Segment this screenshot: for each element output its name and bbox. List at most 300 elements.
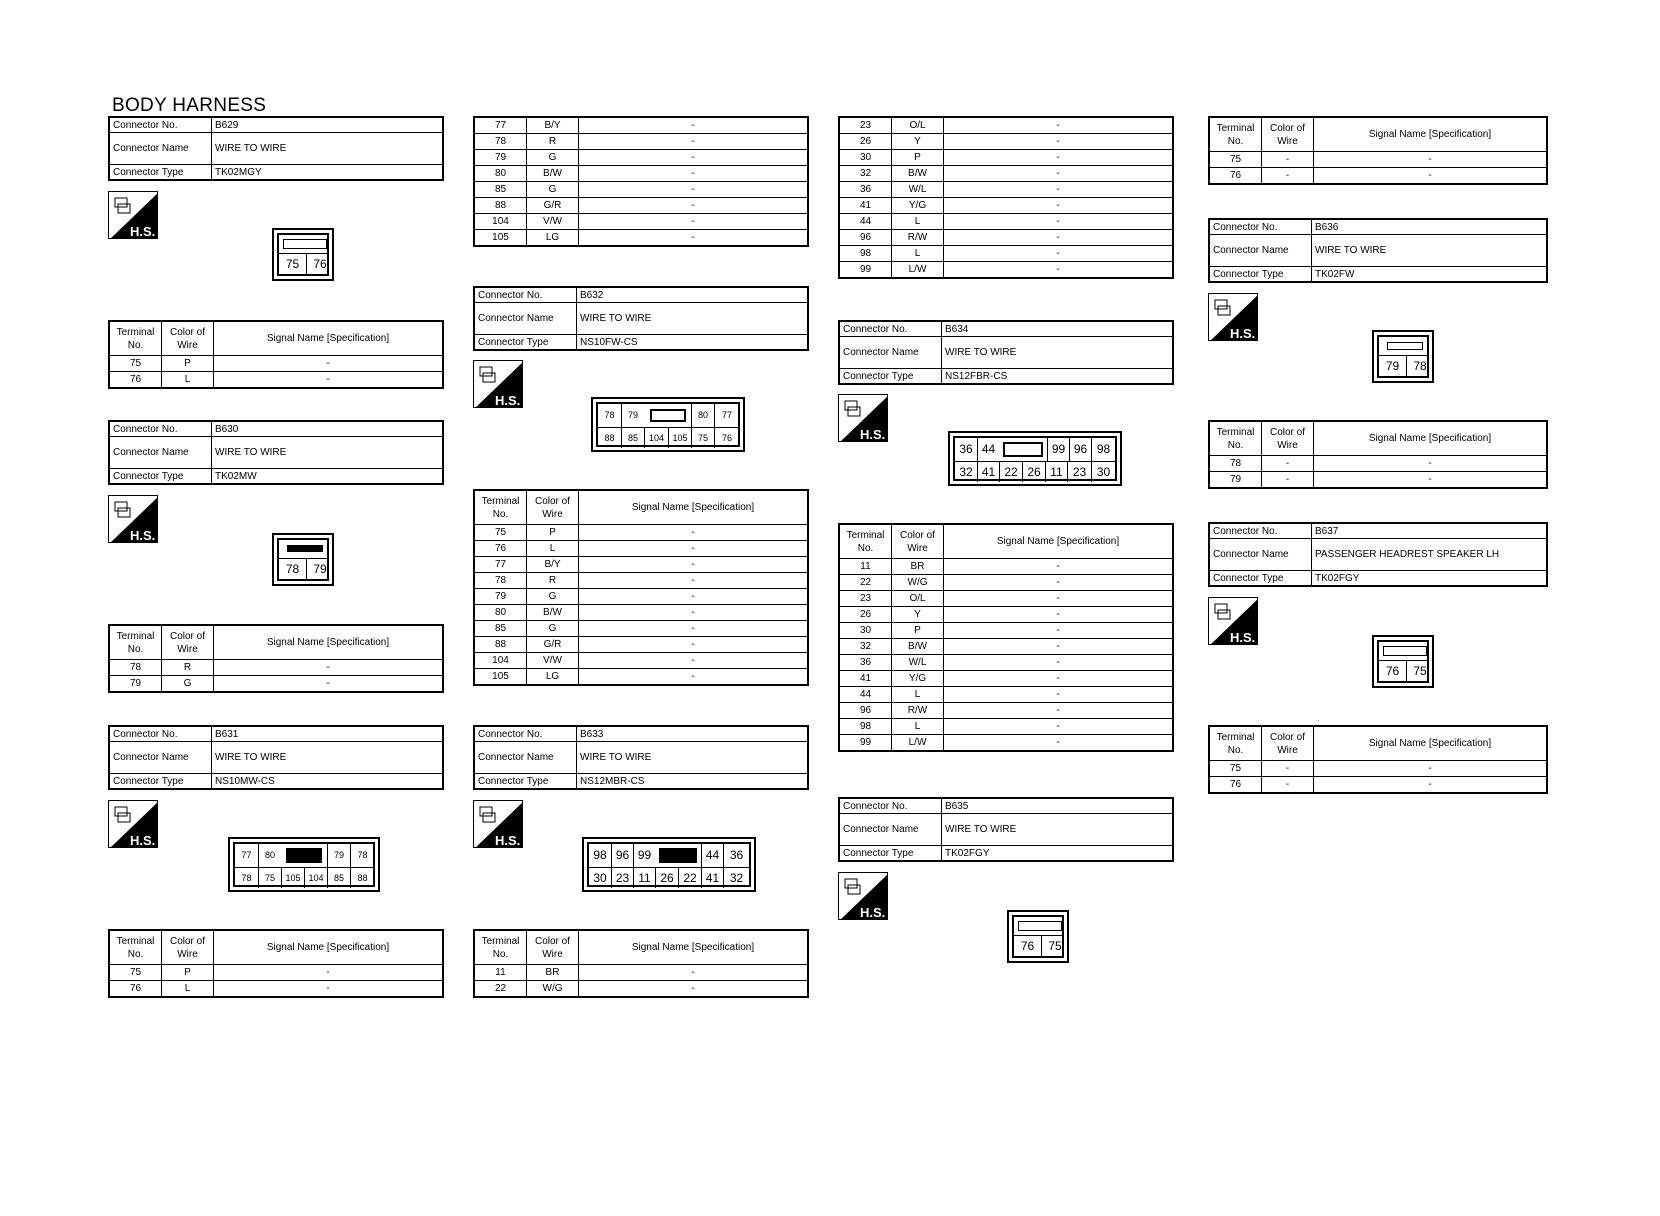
table-row [839, 719, 1173, 735]
table-cell: 77 [474, 117, 527, 134]
table-row [839, 735, 1173, 752]
pin-label: 23 [611, 868, 633, 888]
pin-label: 76 [714, 428, 739, 448]
table-cell: L [892, 687, 944, 703]
table-cell: 44 [839, 687, 892, 703]
table-cell: G/R [527, 637, 579, 653]
table-cell: Connector Name [839, 814, 942, 846]
table-row [474, 525, 808, 541]
table-cell: - [944, 198, 1174, 214]
table-row [839, 166, 1173, 182]
table-cell: 99 [839, 735, 892, 752]
table-cell: O/L [892, 591, 944, 607]
table-cell: W/L [892, 182, 944, 198]
terminal-table-b637 [1208, 725, 1548, 794]
table-cell: - [1262, 777, 1314, 794]
table-cell: B635 [942, 798, 1174, 814]
table-cell: B631 [212, 726, 444, 742]
table-cell: - [1262, 472, 1314, 489]
table-row [839, 591, 1173, 607]
svg-text:H.S.: H.S. [860, 905, 886, 920]
table-row [474, 117, 808, 134]
table-cell: - [579, 182, 809, 198]
table-cell: B/W [892, 639, 944, 655]
terminal-table-b633-continued [838, 116, 1174, 279]
pin-label: 36 [959, 442, 973, 456]
table-cell: - [1314, 761, 1548, 777]
connector-info-b637 [1208, 522, 1548, 587]
pin-label: 22 [999, 462, 1022, 482]
table-cell: B634 [942, 321, 1174, 337]
table-cell: 76 [1209, 168, 1262, 185]
hs-icon [473, 360, 523, 408]
table-cell: Color of Wire [162, 930, 214, 965]
table-cell: WIRE TO WIRE [577, 303, 809, 335]
table-cell: L [162, 981, 214, 998]
pin-label: 75 [1041, 936, 1068, 956]
table-cell: - [944, 575, 1174, 591]
table-cell: Color of Wire [527, 490, 579, 525]
table-cell: 75 [1209, 761, 1262, 777]
pin-label: 78 [604, 410, 615, 420]
table-cell: P [892, 150, 944, 166]
table-cell: V/W [527, 653, 579, 669]
table-cell: - [579, 637, 809, 653]
table-cell: Connector No. [1209, 523, 1312, 539]
pin-label: 32 [959, 465, 973, 479]
connector-name-value: WIRE TO WIRE [212, 133, 444, 165]
table-cell: 75 [474, 525, 527, 541]
terminal-table-b635 [1208, 116, 1548, 185]
pin-label: 79 [621, 404, 644, 427]
table-row [109, 676, 443, 693]
table-cell: - [579, 166, 809, 182]
table-cell: - [579, 198, 809, 214]
pin-label: 75 [691, 428, 714, 448]
table-cell: W/G [892, 575, 944, 591]
table-cell: BR [892, 559, 944, 575]
table-cell: - [579, 965, 809, 981]
table-cell: Connector Name [474, 742, 577, 774]
table-row [109, 660, 443, 676]
pin-label: 30 [593, 871, 607, 885]
table-row [1209, 456, 1547, 472]
table-cell: - [1262, 761, 1314, 777]
label-connector-type: Connector Type [109, 165, 212, 181]
table-cell: 41 [839, 198, 892, 214]
table-row [839, 575, 1173, 591]
table-cell: NS12MBR-CS [577, 774, 809, 790]
table-cell: WIRE TO WIRE [942, 814, 1174, 846]
table-cell: 32 [839, 639, 892, 655]
table-cell: G/R [527, 198, 579, 214]
table-cell: - [944, 687, 1174, 703]
table-cell: 78 [474, 573, 527, 589]
table-cell: W/G [527, 981, 579, 998]
table-cell: R [527, 134, 579, 150]
table-cell: 80 [474, 166, 527, 182]
table-cell: B637 [1312, 523, 1548, 539]
hs-icon [838, 872, 888, 920]
pin-label: 11 [633, 868, 655, 888]
pin-label: 41 [701, 868, 723, 888]
table-cell: - [1262, 168, 1314, 185]
terminal-table-b631 [108, 929, 444, 998]
table-cell: - [944, 134, 1174, 150]
table-row [839, 559, 1173, 575]
table-cell: Color of Wire [892, 524, 944, 559]
table-cell: - [579, 134, 809, 150]
pin-label: 80 [258, 844, 281, 867]
table-cell: Y/G [892, 198, 944, 214]
table-cell: Terminal No. [474, 490, 527, 525]
table-cell: - [1314, 456, 1548, 472]
table-cell: Connector No. [839, 798, 942, 814]
table-row [474, 198, 808, 214]
table-row [474, 621, 808, 637]
pin-label: 79 [306, 559, 333, 579]
table-row [474, 669, 808, 686]
table-row [474, 541, 808, 557]
table-cell: - [944, 591, 1174, 607]
table-row [839, 607, 1173, 623]
table-row [839, 623, 1173, 639]
table-cell: 30 [839, 623, 892, 639]
table-cell: 75 [109, 356, 162, 372]
connector-face-b635 [1007, 910, 1069, 963]
table-cell: Connector Type [839, 369, 942, 385]
table-cell: 78 [109, 660, 162, 676]
table-cell: 22 [474, 981, 527, 998]
table-cell: 23 [839, 117, 892, 134]
table-cell: - [579, 525, 809, 541]
table-cell: 22 [839, 575, 892, 591]
table-cell: 30 [839, 150, 892, 166]
table-cell: 98 [839, 246, 892, 262]
pin-label: 85 [327, 868, 350, 888]
pin-label: 78 [241, 873, 252, 883]
table-cell: - [944, 719, 1174, 735]
table-cell: - [214, 356, 444, 372]
hs-icon [108, 495, 158, 543]
table-cell: - [214, 981, 444, 998]
pin-label: 30 [1091, 462, 1115, 482]
table-row [839, 703, 1173, 719]
pin-label: 99 [1047, 438, 1069, 461]
table-cell: B633 [577, 726, 809, 742]
table-cell: PASSENGER HEADREST SPEAKER LH [1312, 539, 1548, 571]
table-cell: - [944, 214, 1174, 230]
pin-label: 98 [593, 848, 607, 862]
connector-face-b636 [1372, 330, 1434, 383]
connector-info-b633 [473, 725, 809, 790]
table-cell: 85 [474, 621, 527, 637]
pin-label: 22 [678, 868, 701, 888]
pin-label: 98 [1091, 438, 1115, 461]
table-cell: 23 [839, 591, 892, 607]
table-cell: Connector No. [839, 321, 942, 337]
table-cell: P [162, 965, 214, 981]
table-cell: W/L [892, 655, 944, 671]
table-cell: 77 [474, 557, 527, 573]
table-row [109, 965, 443, 981]
table-cell: 104 [474, 653, 527, 669]
table-cell: G [527, 182, 579, 198]
table-cell: LG [527, 669, 579, 686]
hs-label: H.S. [130, 224, 156, 239]
table-row [839, 655, 1173, 671]
pin-label: 88 [604, 433, 615, 443]
table-row [109, 372, 443, 389]
table-cell: L [162, 372, 214, 389]
table-cell: - [944, 150, 1174, 166]
table-row [474, 134, 808, 150]
table-cell: L/W [892, 262, 944, 279]
table-row [474, 182, 808, 198]
table-cell: - [579, 605, 809, 621]
pin-label: 75 [1406, 661, 1433, 681]
table-row [109, 356, 443, 372]
table-cell: Terminal No. [1209, 726, 1262, 761]
table-cell: Color of Wire [527, 930, 579, 965]
pin-label: 76 [1020, 939, 1035, 953]
table-cell: Connector Name [109, 742, 212, 774]
table-row [474, 230, 808, 247]
table-cell: 32 [839, 166, 892, 182]
table-cell: 76 [109, 372, 162, 389]
svg-text:H.S.: H.S. [1230, 326, 1256, 341]
pin-label: 104 [644, 428, 668, 448]
table-cell: - [579, 214, 809, 230]
table-cell: Signal Name [Specification] [214, 625, 444, 660]
table-cell: Connector Type [109, 469, 212, 485]
pin-label: 26 [655, 868, 678, 888]
table-cell: Connector Name [839, 337, 942, 369]
connector-face-b634 [948, 431, 1122, 486]
table-cell: - [944, 559, 1174, 575]
table-cell: - [944, 117, 1174, 134]
table-cell: L/W [892, 735, 944, 752]
table-cell: 76 [474, 541, 527, 557]
table-cell: - [214, 965, 444, 981]
connector-info-b630 [108, 420, 444, 485]
svg-text:H.S.: H.S. [495, 393, 521, 408]
table-cell: Signal Name [Specification] [1314, 117, 1548, 152]
table-cell: 96 [839, 703, 892, 719]
table-cell: WIRE TO WIRE [212, 742, 444, 774]
connector-face-b629 [272, 228, 334, 281]
table-cell: WIRE TO WIRE [212, 437, 444, 469]
table-cell: - [1314, 777, 1548, 794]
table-cell: 79 [474, 150, 527, 166]
table-cell: 75 [1209, 152, 1262, 168]
table-cell: R [527, 573, 579, 589]
table-cell: Terminal No. [1209, 117, 1262, 152]
table-cell: G [162, 676, 214, 693]
table-cell: - [944, 230, 1174, 246]
table-cell: 105 [474, 669, 527, 686]
table-cell: Signal Name [Specification] [579, 930, 809, 965]
table-cell: WIRE TO WIRE [1312, 235, 1548, 267]
table-cell: Color of Wire [162, 625, 214, 660]
connector-face-b630 [272, 533, 334, 586]
table-cell: Connector No. [1209, 219, 1312, 235]
pin-label: 76 [306, 254, 333, 274]
table-cell: 79 [109, 676, 162, 693]
table-row [474, 589, 808, 605]
table-cell: 36 [839, 655, 892, 671]
pin-label: 78 [1406, 356, 1433, 376]
table-cell: Signal Name [Specification] [944, 524, 1174, 559]
table-cell: G [527, 621, 579, 637]
table-row [839, 671, 1173, 687]
connector-info-b634 [838, 320, 1174, 385]
table-row [474, 166, 808, 182]
hs-icon [1208, 293, 1258, 341]
table-cell: Terminal No. [839, 524, 892, 559]
table-cell: 98 [839, 719, 892, 735]
table-cell: 79 [474, 589, 527, 605]
table-cell: - [579, 557, 809, 573]
table-cell: B/Y [527, 557, 579, 573]
connector-info-b635 [838, 797, 1174, 862]
table-cell: B/Y [527, 117, 579, 134]
pin-label: 99 [633, 844, 655, 867]
terminal-table-b634 [838, 523, 1174, 752]
connector-face-b633 [582, 837, 756, 892]
table-cell: Signal Name [Specification] [1314, 726, 1548, 761]
table-cell: R [162, 660, 214, 676]
table-cell: NS12FBR-CS [942, 369, 1174, 385]
table-row [474, 965, 808, 981]
table-cell: 75 [109, 965, 162, 981]
table-cell: V/W [527, 214, 579, 230]
pin-label: 105 [281, 868, 304, 888]
pin-label: 11 [1045, 462, 1067, 482]
table-cell: TK02FGY [942, 846, 1174, 862]
table-cell: Connector Type [109, 774, 212, 790]
table-cell: - [944, 671, 1174, 687]
table-row [1209, 168, 1547, 185]
table-cell: Color of Wire [1262, 421, 1314, 456]
pin-label: 75 [258, 868, 281, 888]
table-cell: 78 [474, 134, 527, 150]
table-cell: Connector No. [109, 421, 212, 437]
table-cell: Connector No. [474, 726, 577, 742]
connector-info-b632 [473, 286, 809, 351]
table-cell: 26 [839, 607, 892, 623]
table-cell: - [944, 182, 1174, 198]
table-cell: - [1314, 152, 1548, 168]
table-row [474, 605, 808, 621]
table-cell: Terminal No. [474, 930, 527, 965]
pin-label: 78 [350, 844, 374, 867]
table-row [474, 653, 808, 669]
table-cell: - [579, 653, 809, 669]
table-cell: - [944, 246, 1174, 262]
table-cell: - [944, 735, 1174, 752]
table-cell: - [214, 660, 444, 676]
table-cell: NS10MW-CS [212, 774, 444, 790]
table-cell: WIRE TO WIRE [577, 742, 809, 774]
pin-label: 104 [304, 868, 327, 888]
table-row [474, 214, 808, 230]
pin-label: 41 [977, 462, 999, 482]
pin-label: 85 [621, 428, 644, 448]
table-row [839, 117, 1173, 134]
table-cell: G [527, 589, 579, 605]
table-cell: Connector Type [474, 774, 577, 790]
pin-label: 44 [977, 438, 999, 461]
pin-label: 105 [668, 428, 691, 448]
table-cell: - [944, 262, 1174, 279]
table-cell: - [944, 623, 1174, 639]
table-cell: L [527, 541, 579, 557]
table-cell: - [579, 230, 809, 247]
pin-label: 44 [701, 844, 723, 867]
table-cell: P [527, 525, 579, 541]
table-cell: B/W [892, 166, 944, 182]
table-cell: 41 [839, 671, 892, 687]
table-cell: Signal Name [Specification] [214, 930, 444, 965]
table-cell: - [214, 372, 444, 389]
table-cell: Y [892, 607, 944, 623]
connector-info-b631 [108, 725, 444, 790]
table-cell: Signal Name [Specification] [579, 490, 809, 525]
table-cell: 76 [1209, 777, 1262, 794]
pin-label: 78 [285, 562, 300, 576]
table-row [474, 557, 808, 573]
page-title: BODY HARNESS [112, 95, 267, 116]
table-row [839, 639, 1173, 655]
table-cell: Connector No. [109, 726, 212, 742]
table-cell: B636 [1312, 219, 1548, 235]
table-row [1209, 761, 1547, 777]
pin-label: 26 [1022, 462, 1045, 482]
table-cell: - [944, 655, 1174, 671]
label-connector-no: Connector No. [109, 117, 212, 133]
table-cell: B632 [577, 287, 809, 303]
table-cell: 11 [839, 559, 892, 575]
hs-icon [108, 191, 158, 239]
table-cell: Terminal No. [1209, 421, 1262, 456]
table-row [839, 262, 1173, 279]
table-cell: 79 [1209, 472, 1262, 489]
table-cell: - [579, 621, 809, 637]
table-cell: Color of Wire [1262, 117, 1314, 152]
table-cell: BR [527, 965, 579, 981]
table-row [839, 230, 1173, 246]
svg-text:H.S.: H.S. [1230, 630, 1256, 645]
table-cell: Terminal No. [109, 625, 162, 660]
table-cell: Connector Type [839, 846, 942, 862]
table-cell: TK02FW [1312, 267, 1548, 283]
pin-label: 79 [1385, 359, 1400, 373]
table-cell: Connector Name [1209, 539, 1312, 571]
table-cell: Connector No. [474, 287, 577, 303]
table-cell: B/W [527, 166, 579, 182]
svg-text:H.S.: H.S. [860, 427, 886, 442]
table-cell: 80 [474, 605, 527, 621]
table-cell: - [1262, 152, 1314, 168]
pin-label: 36 [723, 844, 749, 867]
table-cell: L [892, 214, 944, 230]
pin-label: 77 [714, 404, 739, 427]
pin-label: 80 [691, 404, 714, 427]
table-row [839, 134, 1173, 150]
table-cell: NS10FW-CS [577, 335, 809, 351]
table-cell: 88 [474, 637, 527, 653]
